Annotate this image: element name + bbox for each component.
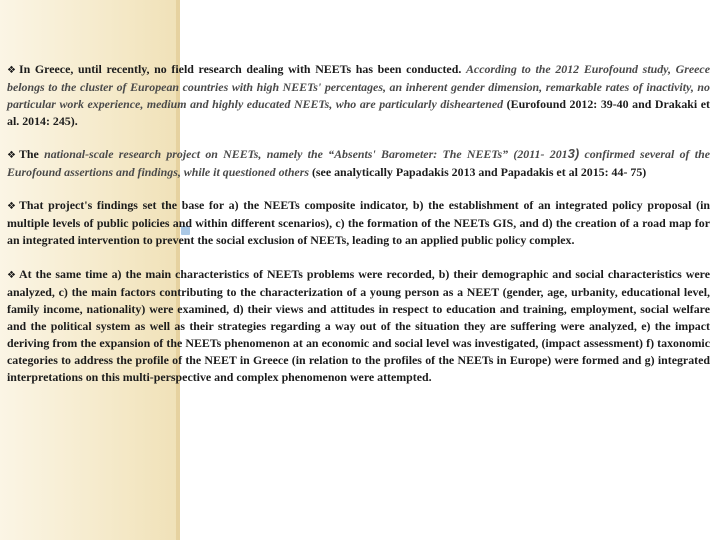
diamond-bullet-icon: ❖ [7,150,16,161]
diamond-bullet-icon: ❖ [7,65,16,76]
p2-italic-big: 3) [567,146,580,161]
p2-italic-a: national-scale research project on NEETs, namely the “Absents' Barometer: The NEETs” (2011- 201 [44,147,568,161]
p1-tail: (Eurofound 2012: 39-40 and Drakaki et al. 2014: 245). [7,97,710,128]
slide-content [7,61,710,402]
p4-text: At the same time a) the main characteristics of NEETs problems were recorded, b) their demographic and social characteristics were analyzed, c) the main factors contributing to the characterization of a young person as a NEET (gender, age, urbanity, educational level, family income, nationality) were examined, d) their views and attitudes in respect to education and training, employment, social welfare and the political system as well as their strategies regarding a way out of the situation they are suffering were analyzed, e) the impact deriving from the expansion of the NEETs phenomenon at an economic and social level was investigated, (impact assessment) f) taxonomic categories to address the profile of the NEET in Greece (in relation to the profiles of the NEETs in Europe) were formed and g) integrated interpretations on this multi-perspective and complex phenomenon were attempted. [7,267,710,384]
diamond-bullet-icon: ❖ [7,270,16,281]
p1-italic: According to the 2012 Eurofound study, Greece belongs to the cluster of European countries with high NEETs' percentages, an inherent gender dimension, remarkable rates of inactivity, no particular work experience, medium and highly educated NEETs, who are particularly disheartened [7,62,710,111]
paragraph-greece-research [7,61,710,130]
diamond-bullet-icon: ❖ [7,201,16,212]
p2-italic-b: confirmed several of the Eurofound assertions and findings, while it questioned others [7,147,710,179]
p1-lead: In Greece, until recently, no field research dealing with NEETs has been conducted. [19,62,462,76]
paragraph-absents-barometer [7,145,710,181]
p2-lead: The [19,147,39,161]
p3-text: That project's findings set the base for a) the NEETs composite indicator, b) the establishment of an integrated policy proposal (in multiple levels of public policies and within different scenarios), c) the formation of the NEETs GIS, and d) the creation of a road map for an integrated intervention to prevent the social exclusion of NEETs, leading to an applied public policy complex. [7,198,710,247]
paragraph-characteristics [7,266,710,386]
p2-tail: (see analytically Papadakis 2013 and Papadakis et al 2015: 44- 75) [311,165,647,179]
paragraph-project-findings [7,197,710,249]
